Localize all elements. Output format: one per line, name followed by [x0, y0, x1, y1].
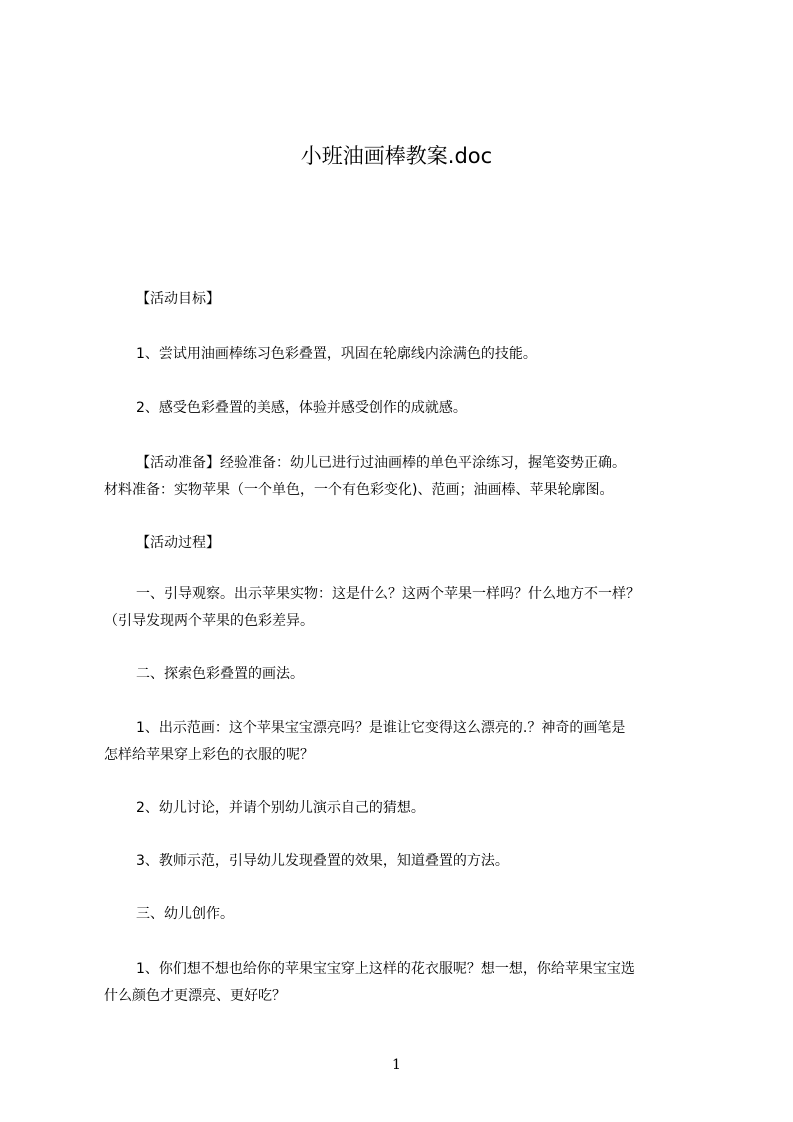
step-2-item-3 [136, 848, 736, 875]
paragraph-line: 【活动目标】 [136, 291, 220, 307]
paragraph-line: 怎样给苹果穿上彩色的衣服的呢？ [104, 747, 314, 763]
process-step-1-continued [104, 608, 704, 635]
step-2-item-1 [136, 715, 736, 742]
paragraph-line: 2、感受色彩叠置的美感，体验并感受创作的成就感。 [136, 400, 467, 416]
paragraph-line: 1、尝试用油画棒练习色彩叠置，巩固在轮廓线内涂满色的技能。 [136, 346, 537, 362]
page-number: 1 [392, 1057, 401, 1073]
goal-item-2 [136, 395, 736, 422]
activity-preparation [136, 450, 736, 477]
goal-item-1 [136, 341, 736, 368]
paragraph-line: 2、幼儿讨论，并请个别幼儿演示自己的猜想。 [136, 800, 425, 816]
material-preparation [104, 477, 704, 504]
paragraph-line: 三、幼儿创作。 [136, 906, 234, 922]
step-3-item-1-continued [104, 983, 704, 1010]
section-heading-activity-process [136, 530, 736, 557]
paragraph-line: 二、探索色彩叠置的画法。 [136, 666, 304, 682]
paragraph-line: 【活动过程】 [136, 535, 220, 551]
document-title: 小班油画棒教案.doc [300, 144, 493, 168]
paragraph-line: （引导发现两个苹果的色彩差异。 [104, 613, 314, 629]
process-step-1 [136, 581, 736, 608]
step-2-item-2 [136, 795, 736, 822]
paragraph-line: 【活动准备】经验准备：幼儿已进行过油画棒的单色平涂练习，握笔姿势正确。 [136, 455, 626, 471]
step-2-item-1-continued [104, 742, 704, 769]
section-heading-activity-goals [136, 286, 736, 313]
paragraph-line: 3、教师示范，引导幼儿发现叠置的效果，知道叠置的方法。 [136, 853, 509, 869]
paragraph-line: 材料准备：实物苹果（一个单色，一个有色彩变化)、范画；油画棒、苹果轮廓图。 [104, 482, 614, 498]
paragraph-line: 一、引导观察。出示苹果实物：这是什么？这两个苹果一样吗？什么地方不一样？ [136, 586, 640, 602]
paragraph-line: 1、出示范画：这个苹果宝宝漂亮吗？是谁让它变得这么漂亮的.？神奇的画笔是 [136, 720, 626, 736]
process-step-3 [136, 901, 736, 928]
step-3-item-1 [136, 956, 736, 983]
paragraph-line: 什么颜色才更漂亮、更好吃？ [104, 988, 286, 1004]
process-step-2 [136, 661, 736, 688]
paragraph-line: 1、你们想不想也给你的苹果宝宝穿上这样的花衣服呢？想一想，你给苹果宝宝选 [136, 961, 635, 977]
